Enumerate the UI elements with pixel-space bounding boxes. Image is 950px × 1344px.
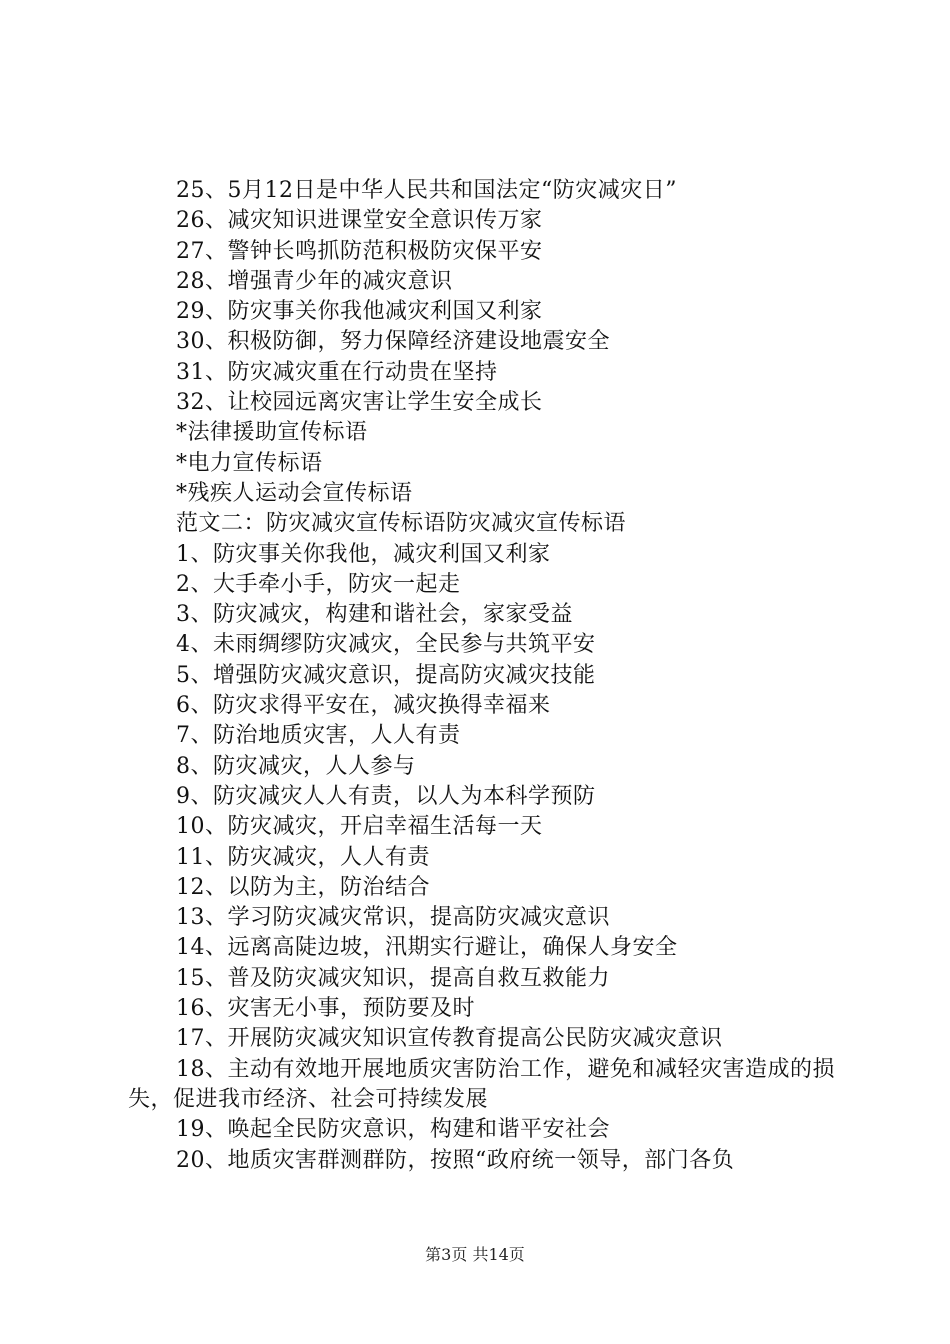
- document-body: [128, 176, 838, 1176]
- text-line: 10、防灾减灾，开启幸福生活每一天: [176, 814, 543, 840]
- text-line: 15、普及防灾减灾知识，提高自救互救能力: [176, 965, 610, 991]
- text-line: 32、让校园远离灾害让学生安全成长: [176, 390, 543, 416]
- text-line: 11、防灾减灾，人人有责: [176, 844, 430, 870]
- text-line: 17、开展防灾减灾知识宣传教育提高公民防灾减灾意识: [176, 1026, 723, 1052]
- text-line: *电力宣传标语: [176, 450, 323, 476]
- text-line: *残疾人运动会宣传标语: [176, 480, 413, 506]
- text-line: 16、灾害无小事，预防要及时: [176, 996, 475, 1022]
- text-line: 25、5月12日是中华人民共和国法定“防灾减灾日”: [176, 178, 677, 203]
- text-line: 19、唤起全民防灾意识，构建和谐平安社会: [176, 1117, 610, 1143]
- text-line: 27、警钟长鸣抓防范积极防灾保平安: [176, 238, 543, 264]
- page-number-footer: 第3页 共14页: [425, 1245, 525, 1264]
- text-line: 31、防灾减灾重在行动贵在坚持: [176, 359, 498, 385]
- text-line: 28、增强青少年的减灾意识: [176, 268, 453, 294]
- text-line: 1、防灾事关你我他，减灾利国又利家: [176, 541, 551, 567]
- text-line: 20、地质灾害群测群防，按照“政府统一领导，部门各负: [176, 1147, 735, 1173]
- text-line: 26、减灾知识进课堂安全意识传万家: [176, 208, 543, 234]
- text-line: 8、防灾减灾，人人参与: [176, 753, 416, 779]
- section-heading: 范文二：防灾减灾宣传标语防灾减灾宣传标语: [176, 511, 627, 537]
- text-line: 5、增强防灾减灾意识，提高防灾减灾技能: [176, 662, 596, 688]
- text-line: 14、远离高陡边坡，汛期实行避让，确保人身安全: [176, 935, 678, 961]
- text-line: 7、防治地质灾害，人人有责: [176, 723, 461, 749]
- text-line: *法律援助宣传标语: [176, 420, 368, 446]
- text-line: 4、未雨绸缪防灾减灾，全民参与共筑平安: [176, 632, 596, 658]
- text-line: 13、学习防灾减灾常识，提高防灾减灾意识: [176, 905, 610, 931]
- text-paragraph: 18、主动有效地开展地质灾害防治工作，避免和减轻灾害造成的损失，促进我市经济、社会可持续发展: [128, 1056, 835, 1112]
- text-line: 30、积极防御，努力保障经济建设地震安全: [176, 329, 610, 355]
- text-line: 2、大手牵小手，防灾一起走: [176, 571, 461, 597]
- text-line: 6、防灾求得平安在，减灾换得幸福来: [176, 693, 551, 719]
- text-line: 3、防灾减灾，构建和谐社会，家家受益: [176, 602, 573, 628]
- text-line: 29、防灾事关你我他减灾利国又利家: [176, 299, 543, 325]
- text-line: 9、防灾减灾人人有责，以人为本科学预防: [176, 783, 596, 809]
- text-line: 12、以防为主，防治结合: [176, 874, 430, 900]
